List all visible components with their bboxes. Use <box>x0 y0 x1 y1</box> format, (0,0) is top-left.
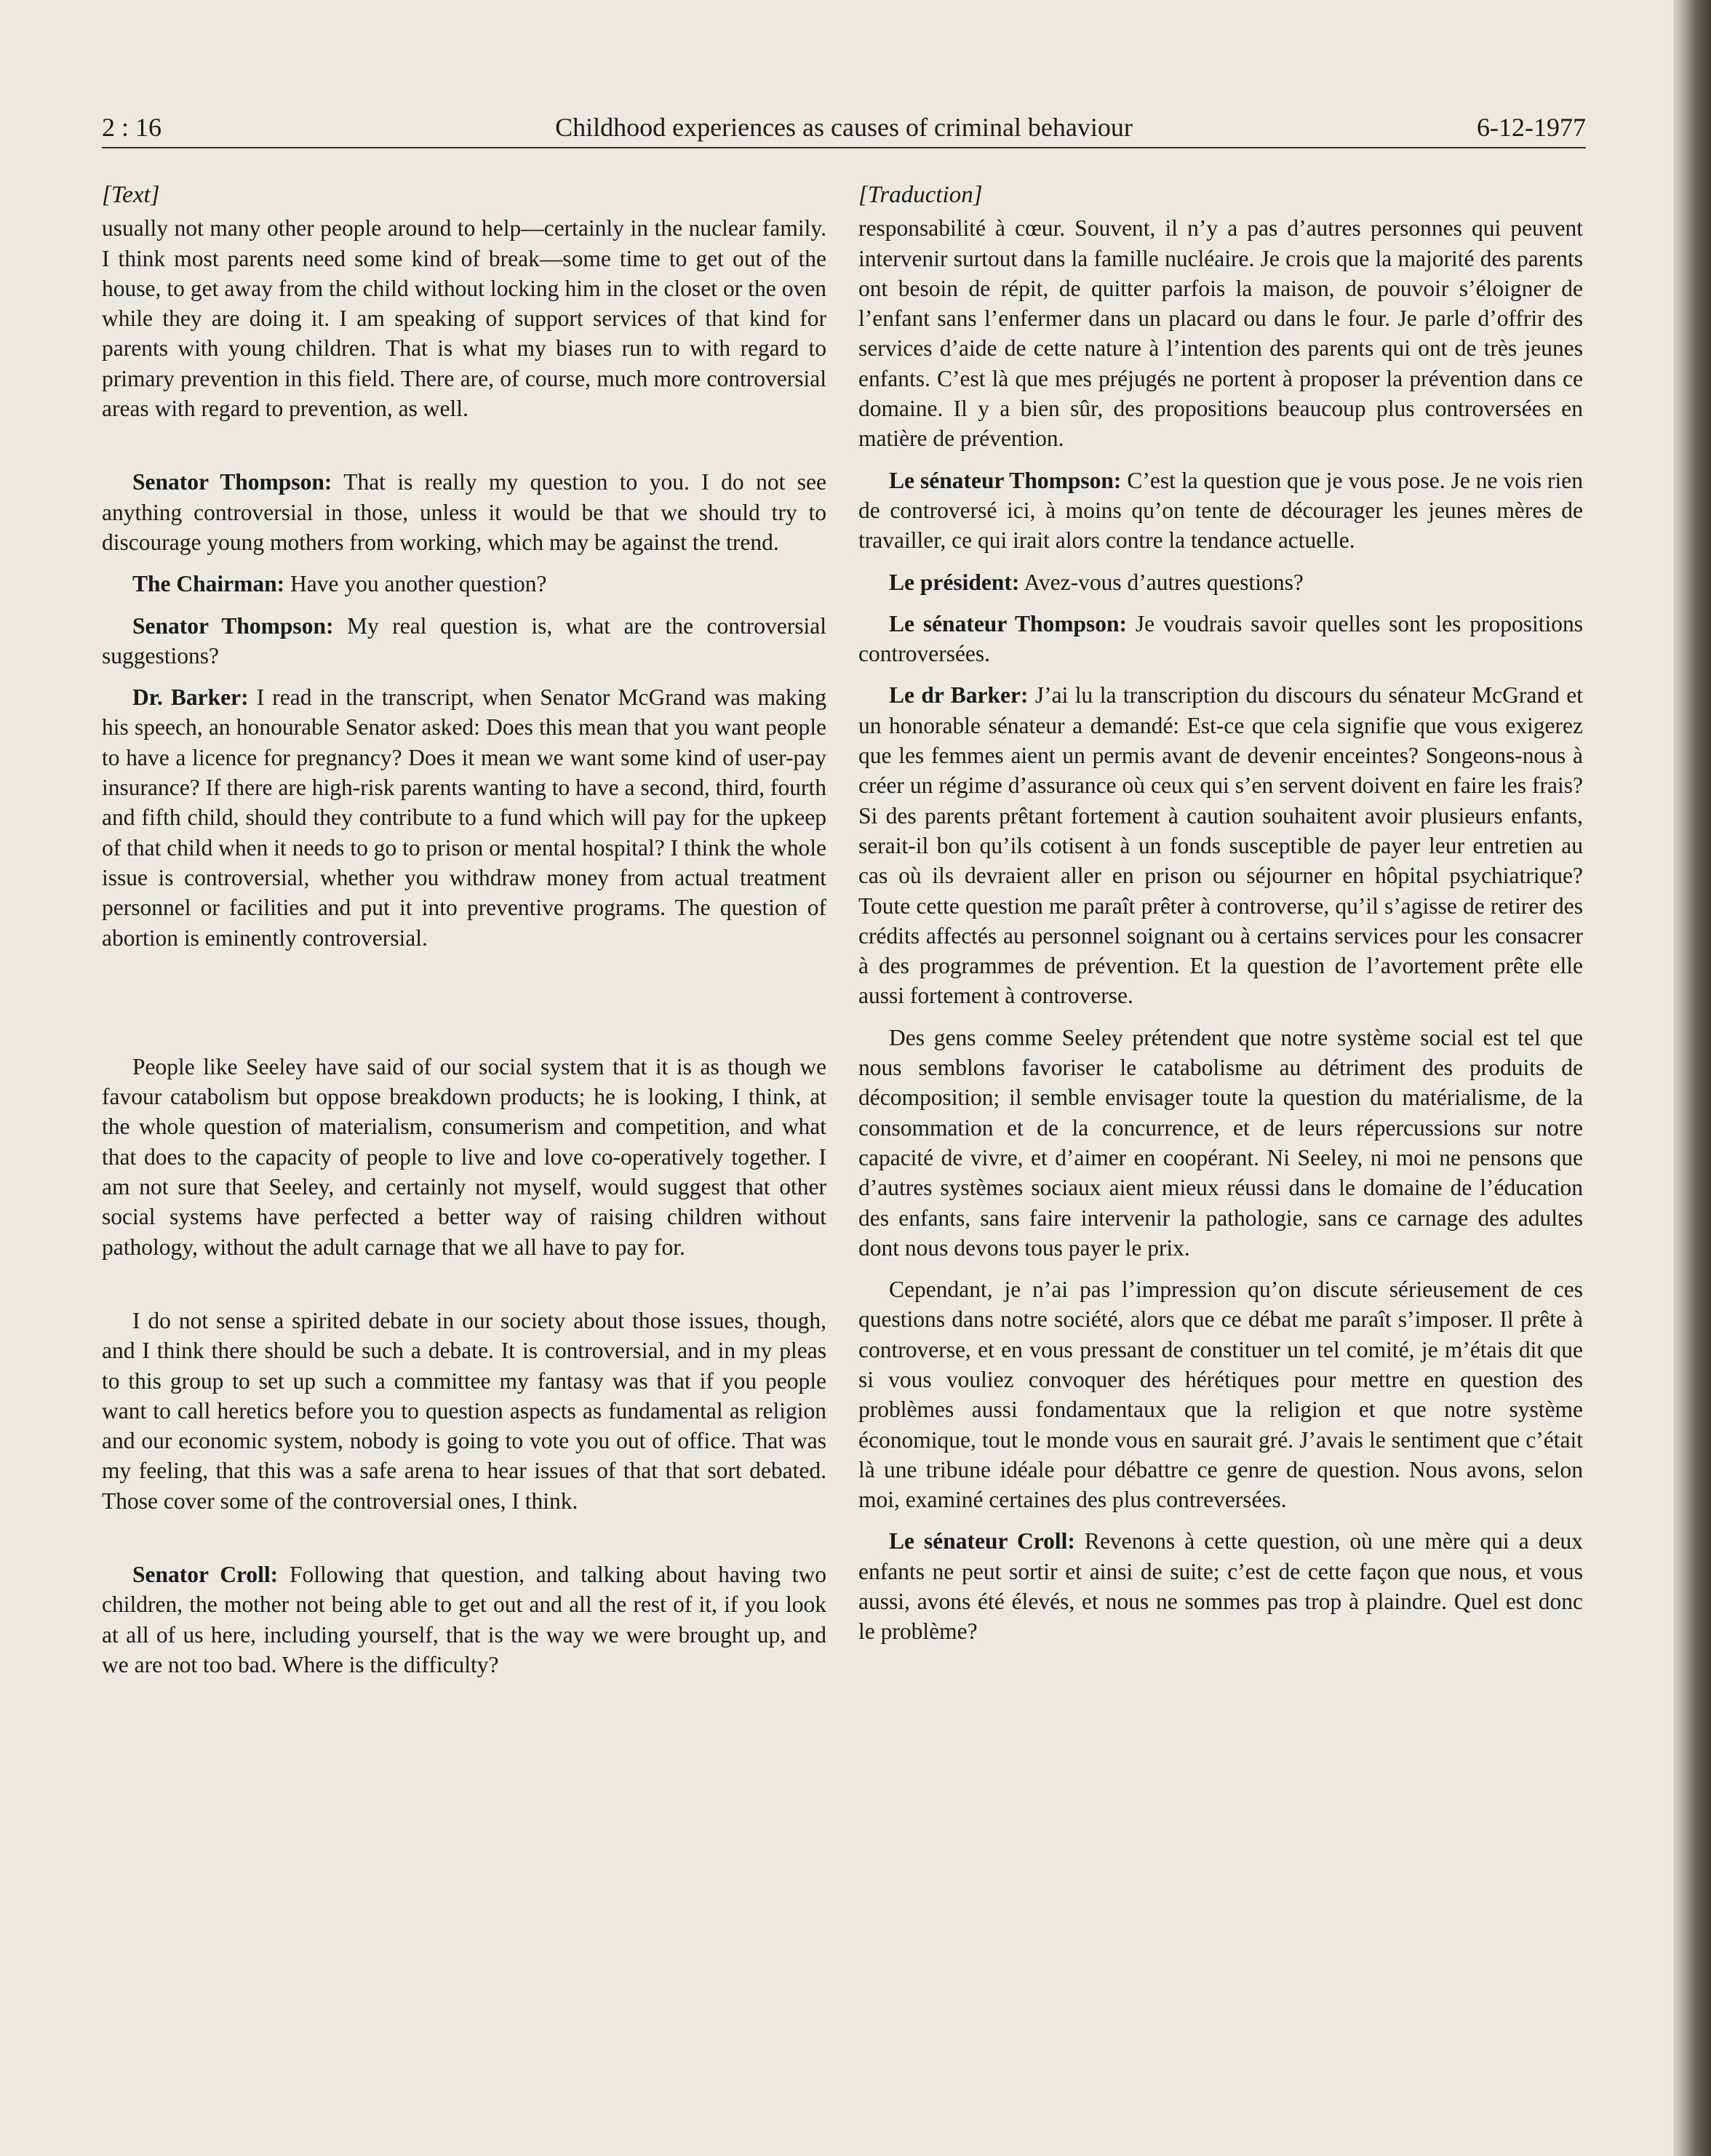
speaker-name: Le sénateur Thompson: <box>889 467 1122 493</box>
french-column <box>858 180 1583 1658</box>
paragraph <box>858 609 1583 669</box>
text-label: [Text] <box>102 182 160 208</box>
speech-text: Have you another question? <box>284 571 547 597</box>
running-header <box>102 108 1586 148</box>
header-date: 6-12-1977 <box>1477 113 1586 142</box>
paragraph: responsabilité à cœur. Souvent, il n’y a pas d’autres personnes qui peuvent intervenir surtout dans la famille nucléaire. Je crois que la majorité des parents ont besoin de répit, de quitter parfois la maison, de pouvoir s’éloigner de l’enfant sans l’enfermer dans un placard ou dans le four. Je parle d’offrir des services d’aide de cette nature à l’intention des parents qui ont de très jeunes enfants. C’est là que mes préjugés ne portent à proposer la prévention dans ce domaine. Il y a bien sûr, des propositions beaucoup plus controversées en matière de prévention. <box>858 215 1583 452</box>
paragraph: Cependant, je n’ai pas l’impression qu’on discute sérieusement de ces questions dans notre société, alors que ce débat me paraît s’imposer. Il prête à controverse, et en vous pressant de constituer un tel comité, je m’étais dit que si vous vouliez convoquer des hérétiques pour mettre en question des problèmes aussi fondamentaux que la religion et que notre système économique, tout le monde vous en saurait gré. J’avais le sentiment que c’était là une tribune idéale pour débattre ce genre de question. Nous avons, selon moi, examiné certaines des plus contreversées. <box>858 1277 1583 1513</box>
paragraph: Des gens comme Seeley prétendent que notre système social est tel que nous semblons favoriser le catabolisme au détriment des produits de décomposition; il semble envisager toute la question du matérialisme, de la consommation et de la concurrence, et de leurs répercussions sur notre capacité de vivre, et d’aimer en coopérant. Ni Seeley, ni moi ne pensons que d’autres systèmes sociaux aient mieux réussi dans le domaine de l’éducation des enfants, sans faire intervenir la pathologie, sans ce carnage des adultes dont nous devons tous payer le prix. <box>858 1024 1583 1261</box>
page-number: 2 : 16 <box>102 113 162 142</box>
paragraph <box>102 1560 826 1680</box>
paragraph: I do not sense a spirited debate in our society about those issues, though, and I think there should be such a debate. It is controversial, and in my pleas to this group to set up such a committee my fantasy was that if you people want to call heretics before you to question aspects as fundamental as religion and our economic system, nobody is going to vote you out of office. That was my feeling, that this was a safe arena to hear issues of that that sort debated. Those cover some of the controversial ones, I think. <box>102 1307 826 1514</box>
paragraph <box>102 467 826 557</box>
paragraph <box>858 567 1583 597</box>
speech-text: I read in the transcript, when Senator McGrand was making his speech, an honourable Senator asked: Does this mean that you want people to have a licence for pregnancy? Does it mean we want some kind of user-pay insurance? If there are high-risk parents wanting to have a second, third, fourth and fifth child, should they contribute to a fund which will pay for the upkeep of that child when it needs to go to prison or mental hospital? I think the whole issue is controversial, whether you withdraw money from actual treatment personnel or facilities and put it into preventive programs. The question of abortion is eminently controversial. <box>102 684 826 951</box>
paragraph <box>102 569 826 599</box>
speech-text: That is really my question to you. I do not see anything controversial in those, unless it would be that we should try to discourage young mothers from working, which may be against the trend. <box>102 469 826 555</box>
speaker-name: Dr. Barker: <box>132 684 249 711</box>
binding-edge <box>1673 0 1711 2156</box>
speaker-name: Le sénateur Thompson: <box>889 610 1128 636</box>
paragraph <box>858 1526 1583 1646</box>
english-column <box>102 180 826 1691</box>
speaker-name: The Chairman: <box>132 571 285 597</box>
speaker-name: Senator Thompson: <box>132 469 332 495</box>
paragraph <box>102 611 826 671</box>
speech-text: Je voudrais savoir quelles sont les propositions controversées. <box>858 610 1583 667</box>
speech-text: J’ai lu la transcription du discours du sénateur McGrand et un honorable sénateur a demandé: Est-ce que cela signifie que vous exigerez que les femmes aient un permis avant de devenir enceintes? Songeons-nous à créer un régime d’assurance où ceux qui s’en servent doivent en faire les frais? Si des parents prêtant fortement à caution souhaitent avoir plusieurs enfants, serait-il bon qu’ils cotisent à un fonds susceptible de payer leur entretien au cas où ils devraient aller en prison ou séjourner en hôpital psychiatrique? Toute cette question me paraît prêter à controverse, qu’il s’agisse de retirer des crédits affectés au personnel soignant ou à certains services pour les consacrer à des programmes de prévention. Et la question de l’avortement prête elle aussi fortement à controverse. <box>858 682 1583 1009</box>
paragraph <box>858 680 1583 1010</box>
running-title: Childhood experiences as causes of criminal behaviour <box>555 113 1133 142</box>
speech-text: Revenons à cette question, où une mère qui a deux enfants ne peut sortir et ainsi de suite; c’est de cette façon que nous, et vous aussi, avons été élevés, et nous ne sommes pas trop à plaindre. Quel est donc le problème? <box>858 1528 1583 1645</box>
speech-text: C’est la question que je vous pose. Je ne vois rien de controversé ici, à moins qu’on tente de décourager les jeunes mères de travailler, ce qui irait alors contre la tendance actuelle. <box>858 467 1584 554</box>
paragraph <box>102 682 826 953</box>
paragraph: People like Seeley have said of our social system that it is as though we favour catabolism but oppose breakdown products; he is looking, I think, at the whole question of materialism, consumerism and competition, and what that does to the capacity of people to live and love co-operatively together. I am not sure that Seeley, and certainly not myself, would suggest that other social systems have perfected a better way of raising children without pathology, without the adult carnage that we all have to pay for. <box>102 1053 826 1260</box>
speaker-name: Le dr Barker: <box>889 682 1029 708</box>
speaker-name: Senator Croll: <box>132 1561 279 1587</box>
speaker-name: Le sénateur Croll: <box>889 1528 1075 1554</box>
speech-text: My real question is, what are the controversial suggestions? <box>102 612 826 668</box>
traduction-label: [Traduction] <box>858 182 983 208</box>
speech-text: Avez-vous d’autres questions? <box>1019 569 1304 595</box>
paragraph: usually not many other people around to help—certainly in the nuclear family. I think most parents need some kind of break—some time to get out of the house, to get away from the child without locking him in the closet or the oven while they are doing it. I am speaking of support services of that kind for parents with young children. That is what my biases run to with regard to primary prevention in this field. There are, of course, much more controversial areas with regard to prevention, as well. <box>102 215 826 422</box>
speaker-name: Senator Thompson: <box>132 612 334 639</box>
speech-text: Following that question, and talking about having two children, the mother not being able to get out and all the rest of it, if you look at all of us here, including yourself, that is the way we were brought up, and we are not too bad. Where is the difficulty? <box>102 1561 827 1677</box>
speaker-name: Le président: <box>889 569 1020 595</box>
paragraph <box>858 466 1583 556</box>
